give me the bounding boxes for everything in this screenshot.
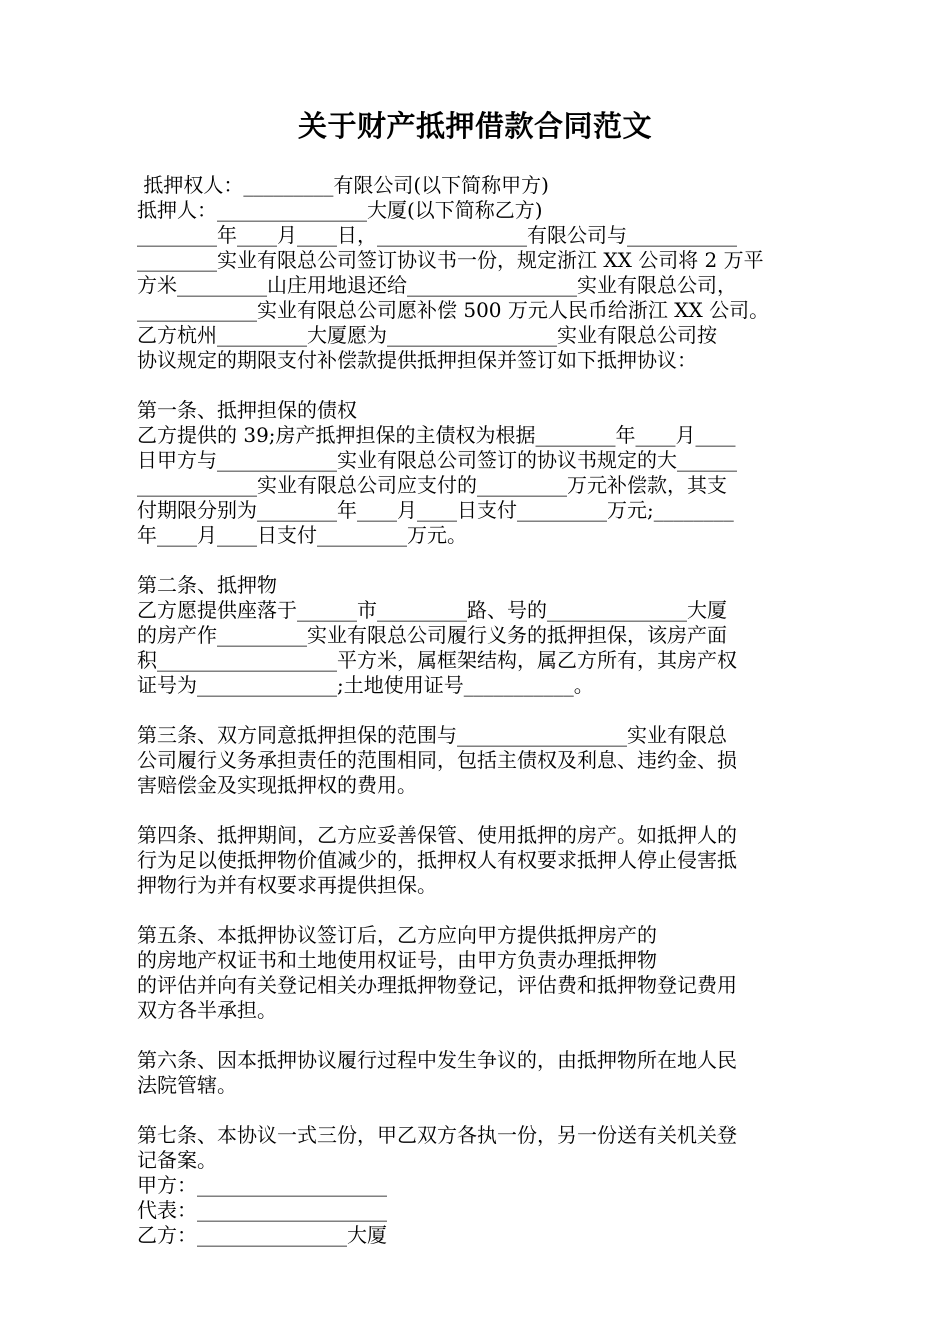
article-5-line: 的房地产权证书和土地使用权证号，由甲方负责办理抵押物 bbox=[137, 948, 657, 972]
document-body bbox=[137, 173, 817, 1248]
preamble-line: ________实业有限总公司签订协议书一份，规定浙江 XX 公司将 2 万平 bbox=[137, 248, 764, 272]
article-6-line: 法院管辖。 bbox=[137, 1073, 237, 1097]
article-7-line: 记备案。 bbox=[137, 1148, 217, 1172]
preamble-line: 方米_________山庄用地退还给_________________实业有限总公司， bbox=[137, 273, 737, 297]
article-1-line: ____________实业有限总公司应支付的_________万元补偿款，其支 bbox=[137, 473, 727, 497]
preamble-line: ____________实业有限总公司愿补偿 500 万元人民币给浙江 XX 公司。 bbox=[137, 298, 770, 322]
article-1-line: 日甲方与____________实业有限总公司签订的协议书规定的大______ bbox=[137, 448, 737, 472]
article-5-line: 的评估并向有关登记相关办理抵押物登记，评估费和抵押物登记费用 bbox=[137, 973, 737, 997]
article-1-heading: 第一条、抵押担保的债权 bbox=[137, 398, 357, 422]
article-4-line: 押物行为并有权要求再提供担保。 bbox=[137, 873, 437, 897]
paragraph-gap bbox=[137, 798, 817, 823]
article-3-line: 公司履行义务承担责任的范围相同，包括主债权及利息、违约金、损 bbox=[137, 748, 737, 772]
article-4-line: 第四条、抵押期间，乙方应妥善保管、使用抵押的房产。如抵押人的 bbox=[137, 823, 737, 847]
article-6-line: 第六条、因本抵押协议履行过程中发生争议的，由抵押物所在地人民 bbox=[137, 1048, 737, 1072]
mortgagee-line: 抵押权人：_________有限公司(以下简称甲方) bbox=[137, 173, 549, 197]
article-3-line: 第三条、双方同意抵押担保的范围与_________________实业有限总 bbox=[137, 723, 727, 747]
article-2-line: 积__________________平方米，属框架结构，属乙方所有，其房产权 bbox=[137, 648, 737, 672]
party-a-signature-line: 甲方：___________________ bbox=[137, 1173, 387, 1197]
document-title: 关于财产抵押借款合同范文 bbox=[297, 109, 652, 143]
paragraph-gap bbox=[137, 1023, 817, 1048]
preamble-line: 协议规定的期限支付补偿款提供抵押担保并签订如下抵押协议： bbox=[137, 348, 697, 372]
article-2-heading: 第二条、抵押物 bbox=[137, 573, 277, 597]
paragraph-gap bbox=[137, 698, 817, 723]
article-1-line: 乙方提供的 39;房产抵押担保的主债权为根据________年____月____ bbox=[137, 423, 736, 447]
mortgagor-line: 抵押人：_______________大厦(以下简称乙方) bbox=[137, 198, 543, 222]
party-b-signature-line: 乙方：_______________大厦 bbox=[137, 1223, 387, 1247]
preamble-line: ________年____月____日，_______________有限公司与___________ bbox=[137, 223, 737, 247]
article-4-line: 行为足以使抵押物价值减少的，抵押权人有权要求抵押人停止侵害抵 bbox=[137, 848, 737, 872]
paragraph-gap bbox=[137, 548, 817, 573]
article-2-line: 乙方愿提供座落于______市_________路、号的______________大厦 bbox=[137, 598, 727, 622]
representative-signature-line: 代表：___________________ bbox=[137, 1198, 387, 1222]
paragraph-gap bbox=[137, 1098, 817, 1123]
article-2-line: 证号为______________;土地使用证号___________。 bbox=[137, 673, 594, 697]
article-5-line: 双方各半承担。 bbox=[137, 998, 277, 1022]
article-3-line: 害赔偿金及实现抵押权的费用。 bbox=[137, 773, 417, 797]
article-5-line: 第五条、本抵押协议签订后，乙方应向甲方提供抵押房产的 bbox=[137, 923, 657, 947]
paragraph-gap bbox=[137, 898, 817, 923]
article-1-line: 付期限分别为________年____月____日支付_________万元;________ bbox=[137, 498, 734, 522]
preamble-line: 乙方杭州_________大厦愿为_________________实业有限总公司按 bbox=[137, 323, 717, 347]
article-7-line: 第七条、本协议一式三份，甲乙双方各执一份，另一份送有关机关登 bbox=[137, 1123, 737, 1147]
article-2-line: 的房产作_________实业有限总公司履行义务的抵押担保，该房产面 bbox=[137, 623, 727, 647]
article-1-line: 年____月____日支付_________万元。 bbox=[137, 523, 467, 547]
paragraph-gap bbox=[137, 373, 817, 398]
